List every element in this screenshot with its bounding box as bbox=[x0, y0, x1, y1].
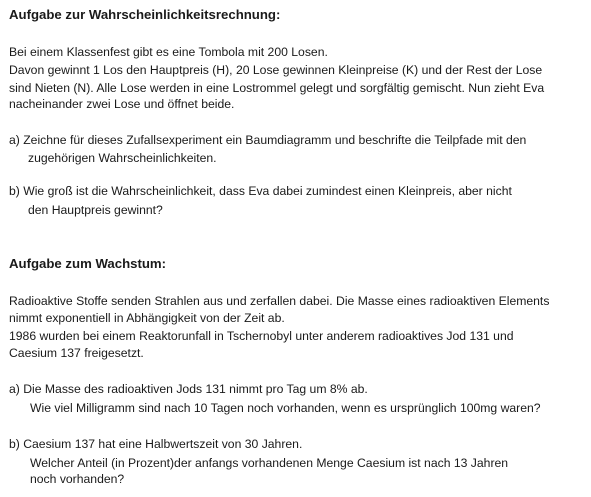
growth-task-b-line-2: Welcher Anteil (in Prozent)der anfangs vorhandenen Menge Caesium ist nach 13 Jahren bbox=[30, 456, 509, 470]
growth-heading: Aufgabe zum Wachstum: bbox=[9, 256, 167, 271]
probability-intro-line-4: nacheinander zwei Lose und öffnet beide. bbox=[9, 97, 235, 111]
probability-task-b-line-1: b) Wie groß ist die Wahrscheinlichkeit, dass Eva dabei zumindest einen Kleinpreis, aber nicht bbox=[9, 184, 512, 198]
growth-intro-line-1: Radioaktive Stoffe senden Strahlen aus und zerfallen dabei. Die Masse eines radioaktiven Elements bbox=[9, 294, 550, 308]
growth-intro-line-4: Caesium 137 freigesetzt. bbox=[9, 346, 144, 360]
probability-intro-line-2: Davon gewinnt 1 Los den Hauptpreis (H), 20 Lose gewinnen Kleinpreise (K) und der Rest der Lose bbox=[9, 63, 543, 77]
growth-task-a-line-1: a) Die Masse des radioaktiven Jods 131 nimmt pro Tag um 8% ab. bbox=[9, 382, 368, 396]
probability-intro-line-1: Bei einem Klassenfest gibt es eine Tombola mit 200 Losen. bbox=[9, 45, 328, 59]
growth-task-b-line-3: noch vorhanden? bbox=[30, 472, 125, 486]
growth-intro-line-2: nimmt exponentiell in Abhängigkeit von der Zeit ab. bbox=[9, 311, 285, 325]
probability-task-a-line-2: zugehörigen Wahrscheinlichkeiten. bbox=[28, 151, 217, 165]
growth-task-a-line-2: Wie viel Milligramm sind nach 10 Tagen noch vorhanden, wenn es ursprünglich 100mg waren? bbox=[30, 401, 541, 415]
probability-task-a-line-1: a) Zeichne für dieses Zufallsexperiment ein Baumdiagramm und beschrifte die Teilpfade mit den bbox=[9, 133, 527, 147]
growth-task-b-line-1: b) Caesium 137 hat eine Halbwertszeit von 30 Jahren. bbox=[9, 437, 303, 451]
probability-intro-line-3: sind Nieten (N). Alle Lose werden in eine Lostrommel gelegt und sorgfältig gemischt. Nun zieht Eva bbox=[9, 81, 545, 95]
probability-heading: Aufgabe zur Wahrscheinlichkeitsrechnung: bbox=[9, 7, 281, 22]
probability-task-b-line-2: den Hauptpreis gewinnt? bbox=[28, 203, 163, 217]
growth-intro-line-3: 1986 wurden bei einem Reaktorunfall in Tschernobyl unter anderem radioaktives Jod 131 und bbox=[9, 329, 514, 343]
